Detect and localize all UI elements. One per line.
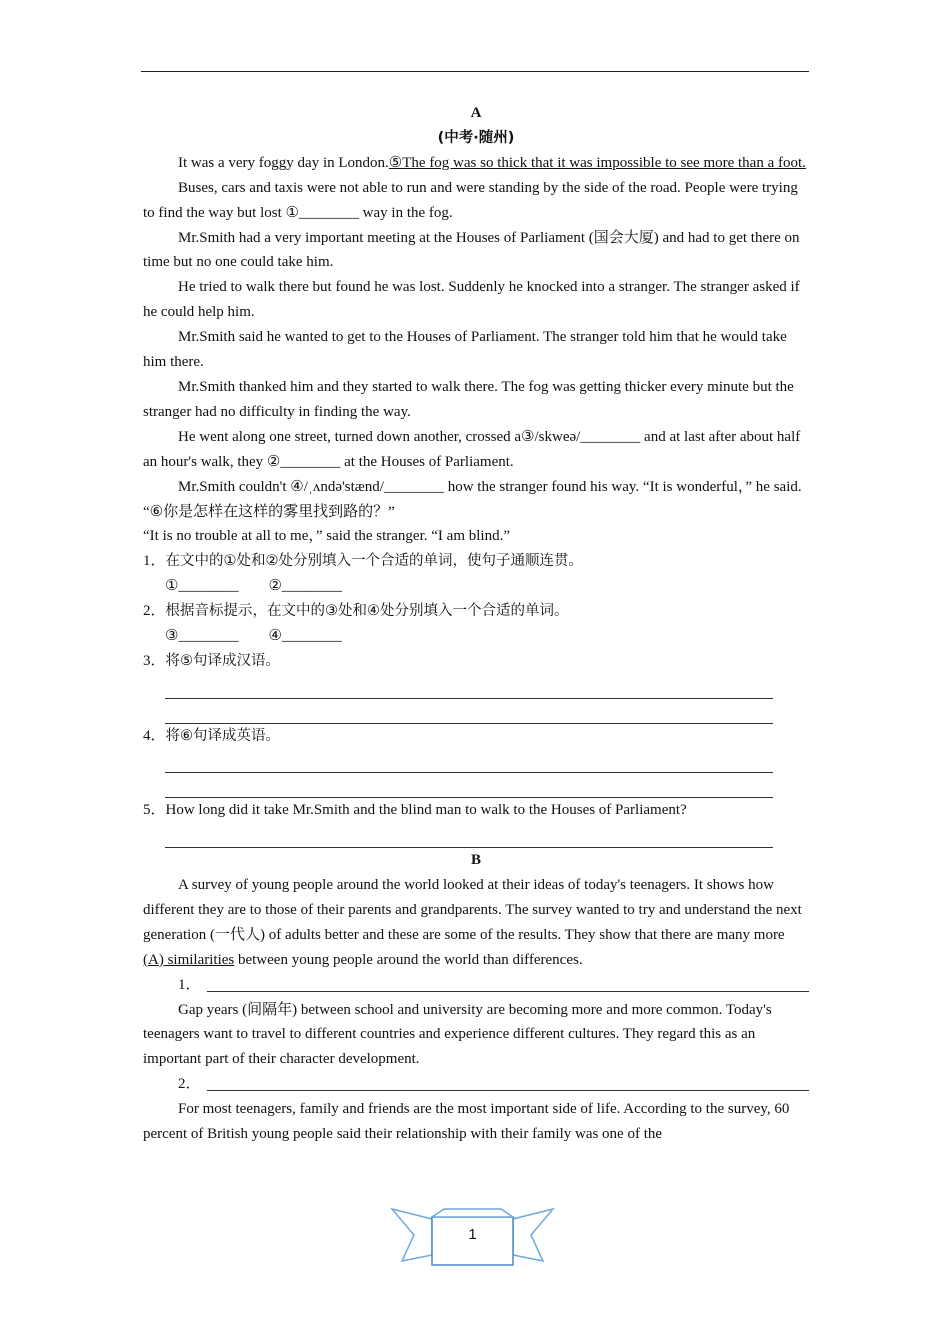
answer-line[interactable]	[165, 773, 773, 798]
answer-line[interactable]	[165, 674, 773, 699]
answer-line[interactable]	[165, 823, 773, 848]
section-b-heading: B	[470, 852, 481, 869]
underlined-sentence-5: ⑤The fog was so thick that it was impossible to see more than a foot.	[388, 154, 806, 171]
blank-heading-2: 2．	[143, 1072, 809, 1097]
question-2: 2． 根据音标提示，在文中的③处和④处分别填入一个合适的单词。	[143, 603, 569, 620]
paragraph: Mr.Smith thanked him and they started to walk there. The fog was getting thicker every minute but the stranger had no difficulty in finding the way.	[143, 378, 794, 420]
paragraph: Gap years (间隔年) between school and university are becoming more and more common. Today's teenagers want to travel to different countries and experience different cultures. They regard this as an important part of their character development.	[143, 1001, 772, 1068]
document-body	[143, 101, 809, 1147]
paragraph: Mr.Smith said he wanted to get to the Houses of Parliament. The stranger told him that he would take him there.	[143, 329, 787, 371]
blank-heading-1: 1．	[143, 973, 809, 998]
answer-line[interactable]	[207, 973, 809, 992]
question-4: 4． 将⑥句译成英语。	[143, 727, 281, 744]
question-5: 5． How long did it take Mr.Smith and the blind man to walk to the Houses of Parliament?	[143, 802, 687, 819]
section-a-source: (中考·随州)	[437, 129, 515, 146]
page-number: 1	[468, 1226, 477, 1243]
paragraph: Mr.Smith had a very important meeting at the Houses of Parliament (国会大厦) and had to get there on time but no one could take him.	[143, 229, 800, 271]
paragraph: He tried to walk there but found he was lost. Suddenly he knocked into a stranger. The stranger asked if he could help him.	[143, 279, 800, 321]
answer-blanks-3-4[interactable]: ③________ ④________	[165, 628, 342, 645]
paragraph: For most teenagers, family and friends are the most important side of life. According to the survey, 60 percent of British young people said their relationship with their family was one of the	[143, 1101, 790, 1143]
paragraph: He went along one street, turned down another, crossed a③/skweə/________ and at last after about half an hour's walk, they ②________ at the Houses of Parliament.	[143, 428, 801, 470]
paragraph: A survey of young people around the world looked at their ideas of today's teenagers. It shows how different they are to those of their parents and grandparents. The survey wanted to try and understand the next generation (一代人) of adults better and these are some of the results. They show that there are many more (A) similarities between young people around the world than differences.	[143, 877, 802, 968]
paragraph: It was a very foggy day in London.⑤The fog was so thick that it was impossible to see more than a foot.	[178, 154, 806, 171]
question-3: 3． 将⑤句译成汉语。	[143, 652, 281, 669]
underlined-word-a: (A) similarities	[143, 951, 235, 968]
question-1: 1． 在文中的①处和②处分别填入一个合适的单词，使句子通顺连贯。	[143, 553, 584, 570]
paragraph: “It is no trouble at all to me，” said the stranger. “I am blind.”	[143, 528, 510, 545]
answer-line[interactable]	[165, 749, 773, 774]
answer-line[interactable]	[207, 1072, 809, 1091]
answer-line[interactable]	[165, 699, 773, 724]
answer-blanks-1-2[interactable]: ①________ ②________	[165, 578, 342, 595]
paragraph: Buses, cars and taxis were not able to run and were standing by the side of the road. People were trying to find the way but lost ①________ way in the fog.	[143, 179, 798, 221]
header-rule	[141, 71, 809, 72]
section-a-heading: A	[470, 105, 482, 121]
page-number-ribbon	[390, 1205, 555, 1269]
paragraph: Mr.Smith couldn't ④/ˌʌndə'stænd/________ how the stranger found his way. “It is wonderful，” he said. “⑥你是怎样在这样的雾里找到路的？”	[143, 478, 802, 520]
